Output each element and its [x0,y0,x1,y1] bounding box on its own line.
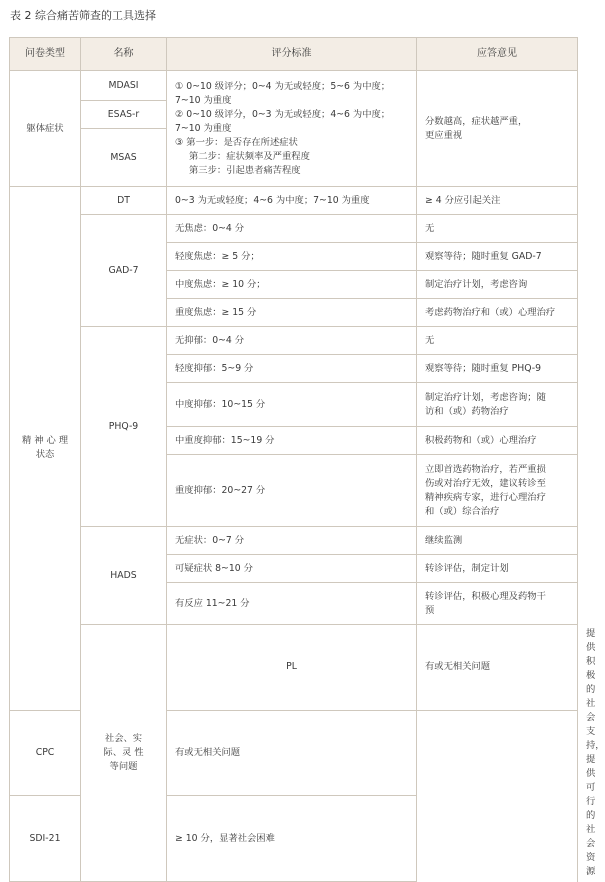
criteria-cell: 0~3 为无或轻度；4~6 为中度；7~10 为重度 [167,187,417,215]
table-row [10,187,578,215]
tool-name: CPC [10,710,81,796]
criteria-cell: 无焦虑：0~4 分 [167,215,417,243]
screening-tools-table [9,37,605,882]
criteria-cell: 有或无相关问题 [417,625,578,711]
category-social: 社会、实 际、灵 性 等问题 [81,625,167,882]
opinion-cell: 观察等待；随时重复 PHQ-9 [417,355,578,383]
opinion-cell: 考虑药物治疗和（或）心理治疗 [417,299,578,327]
criteria-cell: 轻度焦虑：≥ 5 分； [167,243,417,271]
header-name: 名称 [81,38,167,71]
opinion-cell: 观察等待；随时重复 GAD-7 [417,243,578,271]
tool-name: MSAS [81,129,167,187]
criteria-cell: 中度抑郁：10~15 分 [167,383,417,427]
opinion-cell: 立即首选药物治疗，若严重损 伤或对治疗无效，建议转诊至 精神疾病专家，进行心理治疗 和（或）综合治疗 [417,455,578,527]
opinion-cell: 转诊评估，积极心理及药物干 预 [417,583,578,625]
tool-name: MDASI [81,71,167,101]
table-row [10,215,578,243]
header-response-opinion: 应答意见 [417,38,578,71]
criteria-cell: 无抑郁：0~4 分 [167,327,417,355]
criteria-cell: 中度焦虑：≥ 10 分； [167,271,417,299]
header-questionnaire-type: 问卷类型 [10,38,81,71]
criteria-cell: 有或无相关问题 [167,710,417,796]
tool-name: HADS [81,527,167,625]
criteria-cell: 可疑症状 8~10 分 [167,555,417,583]
criteria-cell: ① 0~10 级评分；0~4 为无或轻度；5~6 为中度； 7~10 为重度 ② 0~10 级评分，0~3 为无或轻度；4~6 为中度； 7~10 为重度 ③ 第一步：是否存在所述症状 第二步：症状频率及严重程度 第三步：引起患者痛苦程度 [167,71,417,187]
opinion-cell: 分数越高，症状越严重， 更应重视 [417,71,578,187]
table-caption: 表 2 综合痛苦筛查的工具选择 [10,9,156,22]
table-row [10,527,578,555]
tool-name: PHQ-9 [81,327,167,527]
criteria-cell: 轻度抑郁：5~9 分 [167,355,417,383]
table-row [10,71,578,101]
tool-name: ESAS-r [81,101,167,129]
criteria-cell: 重度焦虑：≥ 15 分 [167,299,417,327]
opinion-cell: ≥ 4 分应引起关注 [417,187,578,215]
opinion-cell: 积极药物和（或）心理治疗 [417,427,578,455]
category-somatic: 躯体症状 [10,71,81,187]
opinion-cell: 继续监测 [417,527,578,555]
tool-name: PL [167,625,417,711]
tool-name: DT [81,187,167,215]
criteria-cell: 重度抑郁：20~27 分 [167,455,417,527]
criteria-cell: 中重度抑郁：15~19 分 [167,427,417,455]
table-header-row [10,38,578,71]
tool-name: SDI-21 [10,796,81,882]
criteria-cell: ≥ 10 分，显著社会困难 [167,796,417,882]
opinion-cell: 无 [417,215,578,243]
opinion-cell: 制定治疗计划，考虑咨询 [417,271,578,299]
table-row [10,327,578,355]
opinion-cell: 无 [417,327,578,355]
tool-name: GAD-7 [81,215,167,327]
opinion-cell: 制定治疗计划，考虑咨询；随 访和（或）药物治疗 [417,383,578,427]
criteria-cell: 无症状：0~7 分 [167,527,417,555]
criteria-cell: 有反应 11~21 分 [167,583,417,625]
opinion-cell: 转诊评估，制定计划 [417,555,578,583]
category-mental: 精 神 心 理 状态 [10,187,81,711]
header-scoring-criteria: 评分标准 [167,38,417,71]
table-row: 社会、实 际、灵 性 等问题 PL 有或无相关问题 提供积极的社会支持，提供可 行的社会资源 [10,625,578,711]
